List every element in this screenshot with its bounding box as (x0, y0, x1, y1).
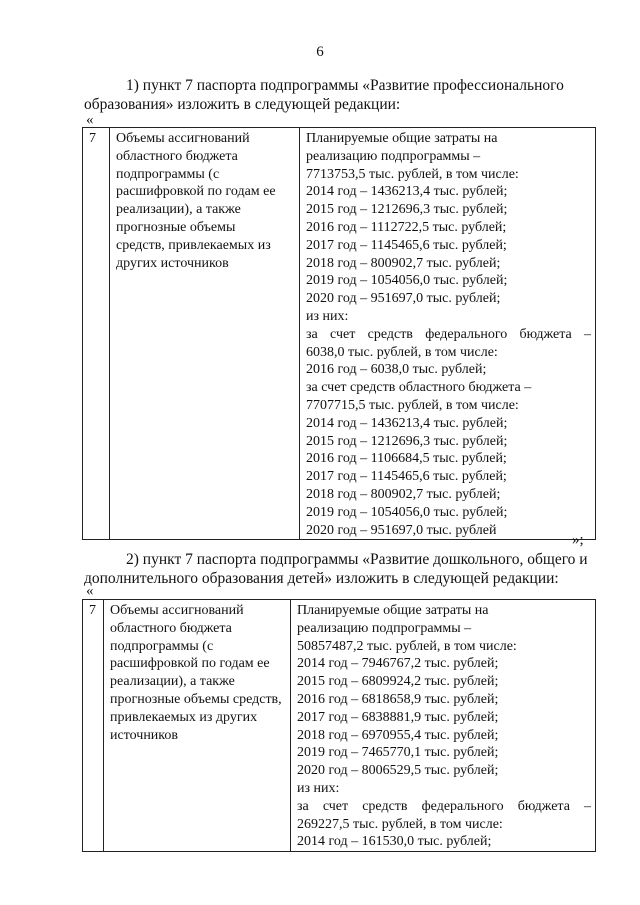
content-line: 2018 год – 800902,7 тыс. рублей; (306, 255, 501, 271)
section1-intro-line2: образования» изложить в следующей редакции: (84, 96, 401, 113)
content-line: реализацию подпрограммы – (297, 620, 472, 636)
content-line: 2016 год – 1112722,5 тыс. рублей; (306, 219, 507, 235)
section1-close-quote: »; (572, 532, 584, 548)
label-line: областного бюджета (116, 148, 238, 164)
label-line: других источников (116, 255, 229, 271)
section1-intro-line1: 1) пункт 7 паспорта подпрограммы «Развитие профессионального (126, 77, 564, 94)
label-line: Объемы ассигнований (110, 603, 244, 618)
section1-passport-table (82, 127, 596, 540)
content-line: 2014 год – 7946767,2 тыс. рублей; (297, 656, 499, 672)
content-line: из них: (297, 780, 340, 796)
section1-intro (84, 76, 596, 114)
content-line: 2017 год – 1145465,6 тыс. рублей; (306, 469, 507, 485)
content-line: 2017 год – 1145465,6 тыс. рублей; (306, 237, 507, 253)
section2-intro-line2: дополнительного образования детей» изложить в следующей редакции: (84, 570, 559, 587)
content-line: 7707715,5 тыс. рублей, в том числе: (306, 397, 519, 413)
content-line: 2020 год – 951697,0 тыс. рублей; (306, 291, 501, 307)
label-line: прогнозные объемы (116, 219, 236, 235)
content-line: 2016 год – 1106684,5 тыс. рублей; (306, 451, 507, 467)
content-line: 2018 год – 800902,7 тыс. рублей; (306, 486, 501, 502)
content-line: 50857487,2 тыс. рублей, в том числе: (297, 638, 517, 654)
section2-row-number: 7 (83, 600, 104, 852)
content-line: 2016 год – 6038,0 тыс. рублей; (306, 362, 487, 378)
page-number: 6 (316, 44, 324, 60)
label-line: расшифровкой по годам ее (110, 656, 270, 672)
content-line: 269227,5 тыс. рублей, в том числе: (297, 816, 503, 832)
section2-intro (84, 550, 596, 588)
label-line: привлекаемых из других (110, 709, 258, 725)
content-line: Планируемые общие затраты на (306, 131, 498, 146)
content-line: за счет средств федерального бюджета – (306, 326, 591, 342)
content-line: из них: (306, 308, 349, 324)
table-row (83, 600, 596, 852)
content-line: за счет средств областного бюджета – (306, 380, 532, 396)
content-line: 2020 год – 951697,0 тыс. рублей (306, 522, 497, 538)
label-line: средств, привлекаемых из (116, 237, 271, 253)
label-line: источников (110, 727, 179, 743)
content-line: 2017 год – 6838881,9 тыс. рублей; (297, 709, 499, 725)
content-line: 2015 год – 1212696,3 тыс. рублей; (306, 433, 508, 449)
content-line: 2018 год – 6970955,4 тыс. рублей; (297, 727, 499, 743)
label-line: реализации), а также (110, 674, 235, 690)
label-line: подпрограммы (с (110, 638, 214, 654)
section1-row-number: 7 (83, 128, 110, 540)
section1-open-quote: « (86, 112, 94, 128)
label-line: подпрограммы (с (116, 166, 220, 182)
content-line: реализацию подпрограммы – (306, 148, 481, 164)
content-line: 2015 год – 1212696,3 тыс. рублей; (306, 202, 508, 218)
content-line: 6038,0 тыс. рублей, в том числе: (306, 344, 498, 360)
section1-content-cell (300, 128, 596, 540)
label-line: прогнозные объемы средств, (110, 691, 282, 707)
label-line: Объемы ассигнований (116, 131, 250, 146)
content-line: 2014 год – 1436213,4 тыс. рублей; (306, 415, 508, 431)
section2-label-cell (104, 600, 291, 852)
label-line: областного бюджета (110, 620, 232, 636)
content-line: 2019 год – 1054056,0 тыс. рублей; (306, 273, 508, 289)
content-line: 2015 год – 6809924,2 тыс. рублей; (297, 674, 499, 690)
content-line: за счет средств федерального бюджета – (297, 798, 591, 814)
content-line: 2020 год – 8006529,5 тыс. рублей; (297, 763, 499, 779)
content-line: 2019 год – 1054056,0 тыс. рублей; (306, 504, 508, 520)
content-line: 2014 год – 1436213,4 тыс. рублей; (306, 184, 508, 200)
content-line: 7713753,5 тыс. рублей, в том числе: (306, 166, 519, 182)
section2-open-quote: « (86, 583, 94, 599)
section2-content-cell (291, 600, 596, 852)
table-row (83, 128, 596, 540)
label-line: расшифровкой по годам ее (116, 184, 276, 200)
section2-intro-line1: 2) пункт 7 паспорта подпрограммы «Развитие дошкольного, общего и (126, 551, 588, 568)
label-line: реализации), а также (116, 202, 241, 218)
content-line: 2019 год – 7465770,1 тыс. рублей; (297, 745, 499, 761)
section2-passport-table (82, 599, 596, 852)
content-line: 2014 год – 161530,0 тыс. рублей; (297, 834, 492, 850)
section1-label-cell (110, 128, 300, 540)
content-line: 2016 год – 6818658,9 тыс. рублей; (297, 691, 499, 707)
content-line: Планируемые общие затраты на (297, 603, 489, 618)
